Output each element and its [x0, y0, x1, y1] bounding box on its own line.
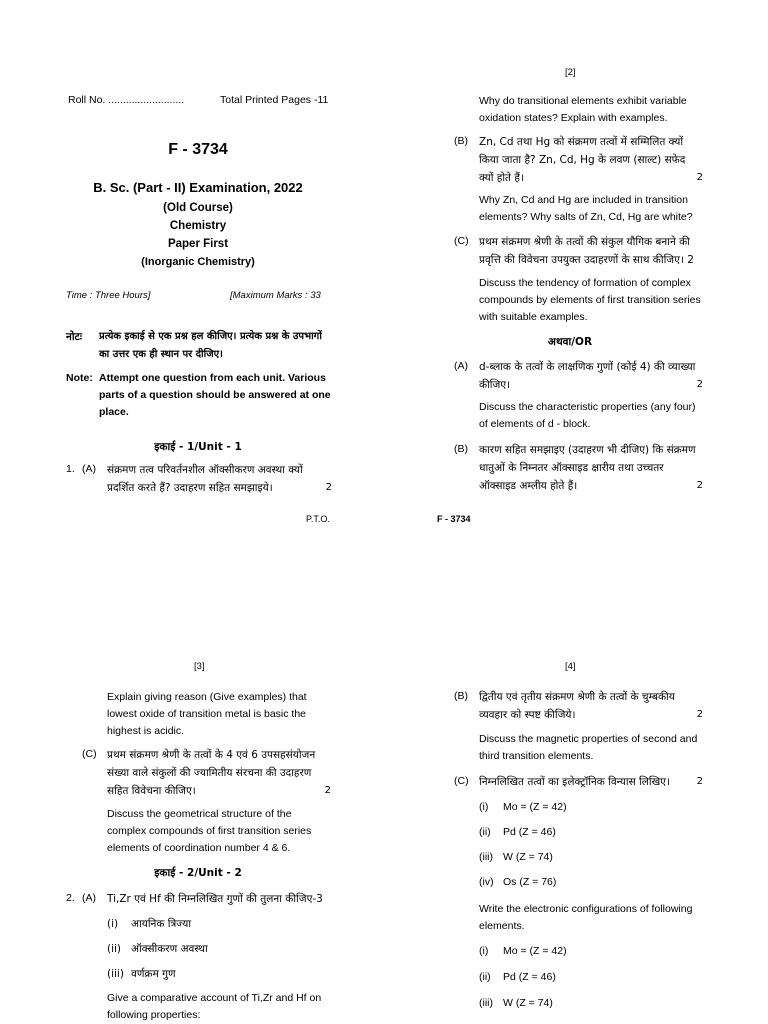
note-english: Attempt one question from each unit. Various parts of a question should be answered at one place. [99, 372, 331, 418]
marks: 2 [696, 709, 703, 720]
roll-number: Roll No. .......................... [68, 94, 185, 106]
page-number: [3] [194, 661, 205, 672]
q1b-english: Why Zn, Cd and Hg are included in transition elements? Why salts of Zn, Cd, Hg are white? [479, 194, 693, 223]
time: Time : Three Hours] [66, 290, 151, 301]
item-text: वर्णक्रम गुण [131, 968, 176, 980]
part-label: (C) [454, 775, 469, 787]
q1c-english: Discuss the tendency of formation of complex compounds by elements of first transition series with suitable examples. [479, 277, 701, 323]
item-text: W (Z = 74) [503, 997, 553, 1009]
part-label: (A) [454, 360, 468, 372]
exam-title: B. Sc. (Part - II) Examination, 2022 [93, 180, 303, 195]
q1-or-a-english: Discuss the characteristic properties (any four) of elements of d - block. [479, 401, 696, 430]
item-number: (ii) [479, 826, 491, 838]
paper-code: F - 3734 [168, 141, 228, 158]
list-item [107, 965, 176, 983]
part-label: (B) [454, 690, 468, 702]
item-text: ऑक्सीकरण अवस्था [131, 943, 208, 955]
part-label: (B) [454, 135, 468, 147]
note-hindi-label: नोटः [66, 331, 82, 343]
item-text: आयनिक त्रिज्या [131, 918, 192, 930]
list-item [479, 943, 567, 960]
question-part: (A) [82, 892, 96, 904]
item-number: (iii) [479, 997, 493, 1009]
question-part: (A) [82, 463, 96, 475]
or-heading: अथवा/OR [547, 336, 593, 348]
page-number: [2] [565, 67, 576, 78]
marks: 2 [687, 254, 694, 266]
q2b-english: Discuss the magnetic properties of second and third transition elements. [479, 733, 698, 762]
item-text: W (Z = 74) [503, 851, 553, 863]
item-text: Mo = (Z = 42) [503, 945, 567, 957]
note-hindi: प्रत्येक इकाई से एक प्रश्न हल कीजिए। प्रत्येक प्रश्न के उपभागों का उत्तर एक ही स्थान पर दीजिए। [99, 331, 322, 360]
list-item [479, 824, 556, 841]
q2a-hindi: Ti,Zr एवं Hf की निम्नलिखित गुणों की तुलना कीजिए-3 [107, 893, 323, 905]
list-item [479, 799, 567, 816]
question-number: 1. [66, 463, 75, 475]
course: (Old Course) [163, 202, 233, 214]
marks: 2 [325, 482, 332, 493]
item-number: (iii) [107, 968, 124, 980]
q2b-hindi: द्वितीय एवं तृतीय संक्रमण श्रेणी के तत्वों के चुम्बकीय व्यवहार को स्पष्ट कीजिये। 2 [479, 688, 703, 724]
total-printed-pages: Total Printed Pages -11 [220, 94, 329, 106]
q1b-hindi: Zn, Cd तथा Hg को संक्रमण तत्वों में सम्मिलित क्यों किया जाता है? Zn, Cd, Hg के लवण (साल्ट) सफेद क्यों होते हैं। 2 [479, 133, 703, 187]
list-item [107, 940, 208, 958]
paper: Paper First [167, 238, 229, 250]
item-number: (iii) [479, 851, 493, 863]
item-number: (i) [479, 945, 489, 957]
footer-code: F - 3734 [437, 514, 471, 524]
list-item [107, 915, 191, 933]
q1-or-b-hindi: कारण सहित समझाइए (उदाहरण भी दीजिए) कि संक्रमण धातुओं के निम्नतर ऑक्साइड क्षारीय तथा उच्चतर ऑक्साइड अम्लीय होते हैं। 2 [479, 441, 703, 495]
marks: 2 [696, 480, 703, 491]
marks: 2 [324, 785, 331, 796]
list-item [479, 849, 553, 866]
part-label: (B) [454, 443, 468, 455]
list-item [479, 874, 556, 891]
item-text: Os (Z = 76) [503, 876, 557, 888]
marks: 2 [696, 379, 703, 390]
q2c-english: Write the electronic configurations of following elements. [479, 903, 693, 932]
list-item [479, 995, 553, 1012]
q1a-english: Why do transitional elements exhibit variable oxidation states? Explain with examples. [479, 95, 687, 124]
part-label: (C) [454, 235, 469, 247]
q1-or-c-english: Discuss the geometrical structure of the complex compounds of first transition series elements of coordination number 4 & 6. [107, 808, 312, 854]
q1-or-a-hindi: d-ब्लाक के तत्वों के लाक्षणिक गुणों (कोई 4) की व्याख्या कीजिए। 2 [479, 358, 703, 394]
marks: 2 [696, 172, 703, 183]
question-number: 2. [66, 892, 75, 904]
note-english-label: Note: [66, 372, 93, 384]
q1a-hindi: संक्रमण तत्व परिवर्तनशील ऑक्सीकरण अवस्था क्यों प्रदर्शित करते हैं? उदाहरण सहित समझाइये। 2 [107, 461, 332, 497]
q1c-hindi: प्रथम संक्रमण श्रेणी के तत्वों की संकुल यौगिक बनाने की प्रवृत्ति की विवेचना उपयुक्त उदाहरणों के साथ कीजिए। 2 [479, 236, 694, 266]
item-number: (ii) [107, 943, 122, 955]
list-item [479, 969, 556, 986]
item-number: (i) [479, 801, 489, 813]
branch: (Inorganic Chemistry) [141, 256, 255, 268]
page-number: [4] [565, 661, 576, 672]
marks: 2 [696, 776, 703, 787]
item-number: (i) [107, 918, 119, 930]
item-number: (iv) [479, 876, 494, 888]
q2c-hindi: निम्नलिखित तत्वों का इलेक्ट्रॉनिक विन्यास लिखिए। 2 [479, 773, 703, 791]
part-label: (C) [82, 748, 97, 760]
q2a-english: Give a comparative account of Ti,Zr and Hf on following properties: [107, 992, 322, 1021]
unit-heading: इकाई - 1/Unit - 1 [154, 441, 242, 453]
q1-or-c-hindi: प्रथम संक्रमण श्रेणी के तत्वों के 4 एवं 6 उपसहसंयोजन संख्या वाले संकुलों की ज्यामितीय संरचना की उदाहरण सहित विवेचना कीजिए। 2 [107, 746, 331, 800]
subject: Chemistry [169, 220, 227, 232]
item-text: Mo = (Z = 42) [503, 801, 567, 813]
q1-or-b-english: Explain giving reason (Give examples) that lowest oxide of transition metal is basic the highest is acidic. [107, 691, 307, 737]
max-marks: [Maximum Marks : 33 [230, 290, 321, 301]
pto: P.T.O. [306, 514, 330, 524]
item-number: (ii) [479, 971, 491, 983]
item-text: Pd (Z = 46) [503, 826, 556, 838]
unit-heading: इकाई - 2/Unit - 2 [154, 867, 242, 879]
item-text: Pd (Z = 46) [503, 971, 556, 983]
